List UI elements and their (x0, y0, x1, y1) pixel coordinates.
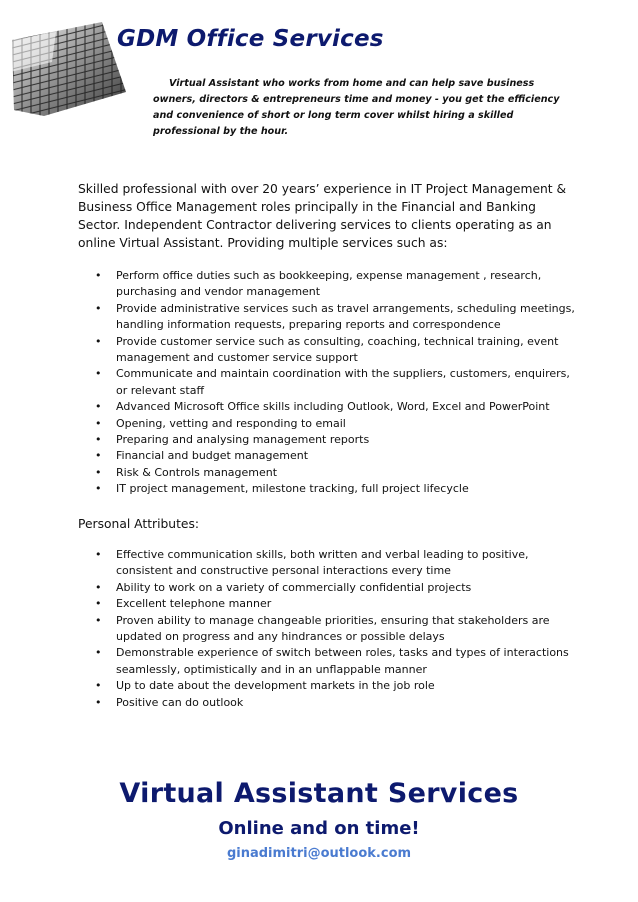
bullet-icon: • (95, 433, 102, 447)
attributes-list (95, 547, 575, 711)
building-logo-graphic (4, 22, 130, 116)
list-item: • Excellent telephone manner (95, 596, 575, 612)
bullet-icon: • (95, 367, 102, 381)
list-item: • Provide administrative services such as travel arrangements, scheduling meetings, handling information requests, preparing reports and correspondence (95, 301, 575, 332)
attributes-heading: Personal Attributes: (78, 517, 200, 531)
bullet-icon: • (95, 400, 102, 414)
list-item: • Preparing and analysing management reports (95, 432, 575, 448)
company-name: GDM Office Services (117, 26, 384, 52)
list-item: • Risk & Controls management (95, 465, 575, 481)
intro-paragraph: Skilled professional with over 20 years’ experience in IT Project Management & Business Office Management roles principally in the Financial and Banking Sector. Independent Contractor delivering services to clients operating as an online Virtual Assistant. Providing multiple services such as: (78, 182, 567, 250)
list-item: • Provide customer service such as consulting, coaching, technical training, event management and customer service support (95, 334, 559, 365)
list-item: • Proven ability to manage changeable priorities, ensuring that stakeholders are updated on progress and any hindrances or possible delays (95, 613, 550, 644)
list-item: • Advanced Microsoft Office skills including Outlook, Word, Excel and PowerPoint (95, 399, 575, 415)
bullet-icon: • (95, 334, 102, 348)
list-item: • Perform office duties such as bookkeeping, expense management , research, purchasing and vendor management (95, 269, 542, 299)
email-link[interactable]: ginadimitri@outlook.com (226, 846, 412, 861)
bullet-icon: • (95, 580, 102, 594)
list-item: • Positive can do outlook (95, 695, 575, 711)
services-list (95, 268, 575, 498)
list-item: • IT project management, milestone tracking, full project lifecycle (95, 481, 575, 497)
bullet-icon: • (95, 548, 102, 561)
footer-subtitle: Online and on time! (218, 818, 420, 839)
list-item: • Financial and budget management (95, 448, 575, 464)
list-item: • Demonstrable experience of switch between roles, tasks and types of interactions seamlessly, optimistically and in an unflappable manner (95, 646, 569, 676)
bullet-icon: • (95, 646, 102, 660)
tagline-text: Virtual Assistant who works from home and can help save business owners, directors & entrepreneurs time and money - you get the efficiency and convenience of short or long term cover whilst hiring a skilled professional by the hour. (153, 78, 560, 137)
bullet-icon: • (95, 465, 102, 479)
list-item: • Up to date about the development markets in the job role (95, 678, 575, 694)
bullet-icon: • (95, 416, 102, 430)
bullet-icon: • (95, 482, 102, 496)
bullet-icon: • (95, 679, 102, 693)
bullet-icon: • (95, 597, 102, 611)
footer-title: Virtual Assistant Services (119, 778, 519, 809)
list-item: • Ability to work on a variety of commercially confidential projects (95, 580, 575, 596)
list-item: • Effective communication skills, both written and verbal leading to positive, consistent and constructive personal interactions every time (95, 548, 529, 578)
tagline (153, 76, 573, 140)
bullet-icon: • (95, 301, 102, 315)
bullet-icon: • (95, 613, 102, 627)
list-item: • Opening, vetting and responding to email (95, 416, 575, 432)
building-logo (4, 22, 130, 116)
bullet-icon: • (95, 269, 102, 282)
bullet-icon: • (95, 449, 102, 463)
list-item: • Communicate and maintain coordination with the suppliers, customers, enquirers, or relevant staff (95, 367, 570, 397)
bullet-icon: • (95, 695, 102, 709)
